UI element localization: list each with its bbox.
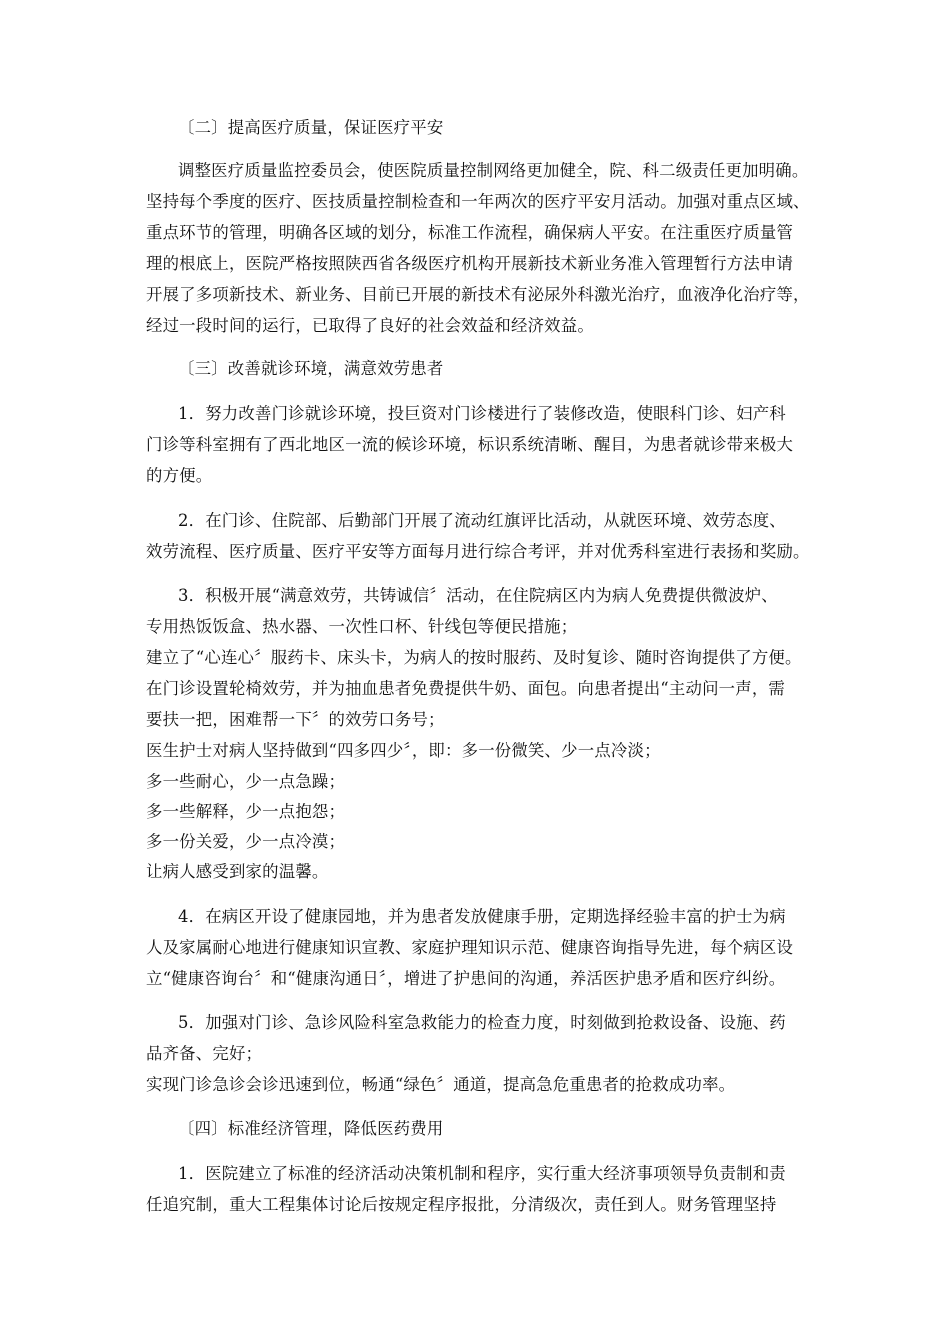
text-line: 1．医院建立了标准的经济活动决策机制和程序，实行重大经济事项领导负责制和责 [178, 1164, 786, 1183]
text-line: 多一些耐心，少一点急躁； [146, 772, 346, 791]
text-line: 的方便。 [146, 466, 213, 485]
text-line: 2．在门诊、住院部、后勤部门开展了流动红旗评比活动，从就医环境、效劳态度、 [178, 511, 786, 530]
text-line: 效劳流程、医疗质量、医疗平安等方面每月进行综合考评，并对优秀科室进行表扬和奖励。 [146, 542, 810, 561]
text-line: 门诊等科室拥有了西北地区一流的候诊环境，标识系统清晰、醒目，为患者就诊带来极大 [146, 435, 794, 454]
text-line: 立“健康咨询台〞和“健康沟通日〞，增进了护患间的沟通，养活医护患矛盾和医疗纠纷。 [146, 969, 786, 988]
section-heading: 〔四〕标准经济管理，降低医药费用 [178, 1119, 444, 1138]
text-line: 多一份关爱，少一点冷漠； [146, 832, 346, 851]
text-line: 人及家属耐心地进行健康知识宣教、家庭护理知识示范、健康咨询指导先进，每个病区设 [146, 938, 794, 957]
text-line: 专用热饭饭盒、热水器、一次性口杯、针线包等便民措施； [146, 617, 578, 636]
text-line: 实现门诊急诊会诊迅速到位，畅通“绿色〞通道，提高急危重患者的抢救成功率。 [146, 1075, 736, 1094]
section-heading: 〔三〕改善就诊环境，满意效劳患者 [178, 359, 444, 378]
text-line: 重点环节的管理，明确各区域的划分，标准工作流程，确保病人平安。在注重医疗质量管 [146, 223, 794, 242]
text-line: 坚持每个季度的医疗、医技质量控制检查和一年两次的医疗平安月活动。加强对重点区域、 [146, 192, 810, 211]
text-line: 要扶一把，困难帮一下〞的效劳口务号； [146, 710, 445, 729]
text-line: 多一些解释，少一点抱怨； [146, 802, 346, 821]
text-line: 1．努力改善门诊就诊环境，投巨资对门诊楼进行了装修改造，使眼科门诊、妇产科 [178, 404, 786, 423]
text-line: 医生护士对病人坚持做到“四多四少〞，即：多一份微笑、少一点冷淡； [146, 741, 661, 760]
text-line: 经过一段时间的运行，已取得了良好的社会效益和经济效益。 [146, 316, 594, 335]
text-line: 在门诊设置轮椅效劳，并为抽血患者免费提供牛奶、面包。向患者提出“主动问一声，需 [146, 679, 786, 698]
text-line: 调整医疗质量监控委员会，使医院质量控制网络更加健全，院、科二级责任更加明确。 [178, 161, 809, 180]
text-line: 理的根底上，医院严格按照陕西省各级医疗机构开展新技术新业务准入管理暂行方法申请 [146, 254, 794, 273]
text-line: 品齐备、完好； [146, 1044, 263, 1063]
text-line: 任追究制，重大工程集体讨论后按规定程序报批，分清级次，责任到人。财务管理坚持 [146, 1195, 777, 1214]
text-line: 开展了多项新技术、新业务、目前已开展的新技术有泌尿外科激光治疗，血液净化治疗等， [146, 285, 810, 304]
text-line: 3．积极开展“满意效劳，共铸诚信〞活动，在住院病区内为病人免费提供微波炉、 [178, 586, 778, 605]
section-heading: 〔二〕提高医疗质量，保证医疗平安 [178, 118, 444, 137]
text-line: 让病人感受到家的温馨。 [146, 862, 329, 881]
text-line: 4．在病区开设了健康园地，并为患者发放健康手册，定期选择经验丰富的护士为病 [178, 907, 786, 926]
text-line: 5．加强对门诊、急诊风险科室急救能力的检查力度，时刻做到抢救设备、设施、药 [178, 1013, 786, 1032]
text-line: 建立了“心连心〞服药卡、床头卡，为病人的按时服药、及时复诊、随时咨询提供了方便。 [146, 648, 802, 667]
